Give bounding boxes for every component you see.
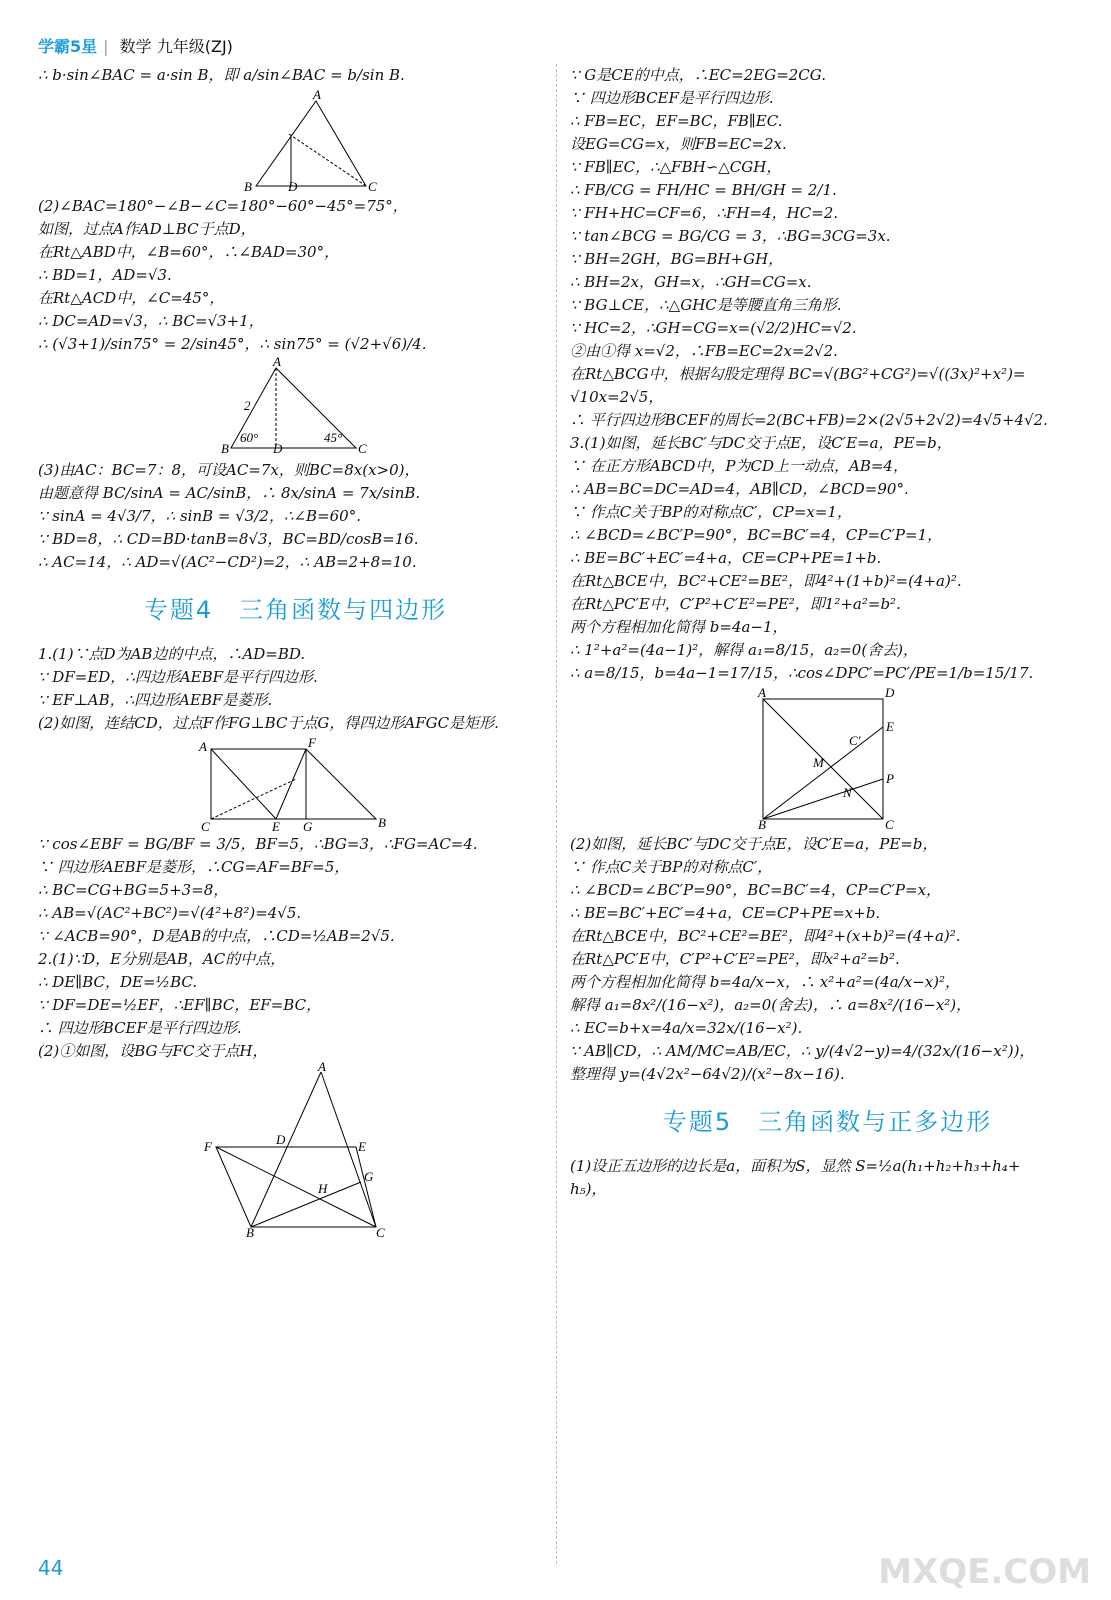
label-A: A xyxy=(312,87,321,102)
text-line: h₅)， xyxy=(570,1180,607,1198)
text-line: ∵ 四边形AEBF是菱形，∴CG=AF=BF=5， xyxy=(38,858,350,876)
text-line: (2)①如图，设BG与FC交于点H， xyxy=(38,1042,268,1060)
text-line: ∵ AB∥CD，∴ AM/MC=AB/EC，∴ y/(4√2−y)=4/(32x/(16−x²))， xyxy=(570,1042,1035,1060)
left-p1 xyxy=(38,643,553,735)
text-line: ∴ a=8/15，b=4a−1=17/15，∴cos∠DPC′=PC′/PE=1/b=15/17. xyxy=(570,664,1034,682)
text-line: 两个方程相加化简得 b=4a/x−x，∴ x²+a²=(4a/x−x)²， xyxy=(570,973,961,991)
text-line: 整理得 y=(4√2x²−64√2)/(x²−8x−16). xyxy=(570,1065,845,1083)
text-line: ∴ BE=BC′+EC′=4+a，CE=CP+PE=1+b. xyxy=(570,549,882,567)
text-line: ∴ BD=1，AD=√3. xyxy=(38,266,172,284)
label-M5: M xyxy=(812,755,824,770)
label-C4: C xyxy=(375,1225,385,1240)
label-P5: P xyxy=(885,771,894,786)
text-line: ∵ 作点C关于BP的对称点C′， xyxy=(570,858,773,876)
figure-square xyxy=(753,685,903,832)
label-B4: B xyxy=(245,1225,254,1240)
label-B3: B xyxy=(377,815,386,830)
text-line: ∴ BH=2x，GH=x，∴GH=CG=x. xyxy=(570,273,812,291)
text-line: ∵ 四边形BCEF是平行四边形. xyxy=(570,89,774,107)
text-line: ∵ BH=2GH，BG=BH+GH， xyxy=(570,250,784,268)
text-line: ∵ G是CE的中点，∴EC=2EG=2CG. xyxy=(570,66,826,84)
text-line: ∴ (√3+1)/sin75° = 2/sin45°，∴ sin75° = (√2+√6)/4. xyxy=(38,335,427,353)
text-line: 解得 a₁=8x²/(16−x²)，a₂=0(舍去)，∴ a=8x²/(16−x²)， xyxy=(570,996,972,1014)
text-line: ∴ BC=CG+BG=5+3=8， xyxy=(38,881,229,899)
label-A2: A xyxy=(272,354,281,369)
text-line: ∵ EF⊥AB，∴四边形AEBF是菱形. xyxy=(38,691,273,709)
label-D: D xyxy=(287,179,297,194)
text-line: ∴ EC=b+x=4a/x=32x/(16−x²). xyxy=(570,1019,803,1037)
text-line: 在Rt△ACD中，∠C=45°， xyxy=(38,289,225,307)
text-line: ∵ 作点C关于BP的对称点C′，CP=x=1， xyxy=(570,503,852,521)
text-line: 在Rt△BCG中，根据勾股定理得 BC=√(BG²+CG²)=√((3x)²+x²)= xyxy=(570,365,1026,383)
text-line: (2)∠BAC=180°−∠B−∠C=180°−60°−45°=75°， xyxy=(38,197,408,215)
label-A4: A xyxy=(317,1059,326,1074)
text-line: (2)如图，延长BC′与DC交于点E，设C′E=a，PE=b， xyxy=(570,835,938,853)
text-line: ∴ AB=BC=DC=AD=4，AB∥CD，∠BCD=90°. xyxy=(570,480,909,498)
right-p1 xyxy=(570,64,1085,685)
label-C2: C xyxy=(357,441,367,456)
watermark: MXQE.COM xyxy=(878,1552,1091,1592)
label-C: C xyxy=(367,179,377,194)
label-two: 2 xyxy=(243,398,250,413)
text-line: ∴ 平行四边形BCEF的周长=2(BC+FB)=2×(2√5+2√2)=4√5+4√2. xyxy=(570,411,1048,429)
left-mid2 xyxy=(38,459,553,574)
text-line: ∵ DF=ED，∴四边形AEBF是平行四边形. xyxy=(38,668,318,686)
text-line: ∵ FB∥EC，∴△FBH∽△CGH， xyxy=(570,158,782,176)
label-F4: F xyxy=(203,1139,212,1154)
text-line: ∴ AC=14，∴ AD=√(AC²−CD²)=2，∴ AB=2+8=10. xyxy=(38,553,417,571)
label-A5: A xyxy=(757,685,766,700)
text-line: ∵ sinA = 4√3/7，∴ sinB = √3/2，∴∠B=60°. xyxy=(38,507,361,525)
label-E5: E xyxy=(885,719,894,734)
label-D5: D xyxy=(884,685,894,700)
label-B2: B xyxy=(220,441,229,456)
text-line: ∵ BD=8，∴ CD=BD·tanB=8√3，BC=BD/cosB=16. xyxy=(38,530,419,548)
text-line: 在Rt△BCE中，BC²+CE²=BE²，即4²+(1+b)²=(4+a)². xyxy=(570,572,962,590)
text-line: (3)由AC：BC=7：8，可设AC=7x，则BC=8x(x>0)， xyxy=(38,461,420,479)
grade-label: 九年级(ZJ) xyxy=(156,37,233,56)
text-line: ∵ cos∠EBF = BG/BF = 3/5，BF=5，∴BG=3，∴FG=AC=4. xyxy=(38,835,478,853)
text-line: ∴ 四边形BCEF是平行四边形. xyxy=(38,1019,242,1037)
text-line: 在Rt△ABD中，∠B=60°，∴∠BAD=30°， xyxy=(38,243,340,261)
brand-logo: 学霸5星 xyxy=(38,37,98,56)
text-line: 由题意得 BC/sinA = AC/sinB，∴ 8x/sinA = 7x/sinB. xyxy=(38,484,421,502)
text-line: ∵ FH+HC=CF=6，∴FH=4，HC=2. xyxy=(570,204,839,222)
column-divider xyxy=(556,64,558,1564)
text-line: ∵ BG⊥CE，∴△GHC是等腰直角三角形. xyxy=(570,296,842,314)
right-p2 xyxy=(570,833,1085,1086)
text-line: (1)设正五边形的边长是a，面积为S，显然 S=½a(h₁+h₂+h₃+h₄+ xyxy=(570,1157,1021,1175)
page-header: 学霸5星 | 数学 九年级(ZJ) xyxy=(38,37,233,56)
text-line: (2)如图，连结CD，过点F作FG⊥BC于点G，得四边形AFGC是矩形. xyxy=(38,714,499,732)
text-line: ∵ tan∠BCG = BG/CG = 3，∴BG=3CG=3x. xyxy=(570,227,891,245)
text-line: 设EG=CG=x，则FB=EC=2x. xyxy=(570,135,787,153)
text-line: ∵ DF=DE=½EF，∴EF∥BC，EF=BC， xyxy=(38,996,322,1014)
text-line: ∵ HC=2，∴GH=CG=x=(√2/2)HC=√2. xyxy=(570,319,857,337)
text-line: 2.(1)∵D，E分别是AB，AC的中点， xyxy=(38,950,286,968)
right-column xyxy=(570,64,1085,1201)
text-line: 1.(1)∵点D为AB边的中点，∴AD=BD. xyxy=(38,645,306,663)
right-p3 xyxy=(570,1155,1085,1201)
label-60: 60° xyxy=(239,430,258,445)
label-B5: B xyxy=(757,817,766,832)
left-column xyxy=(38,64,553,1241)
text-line: ∴ ∠BCD=∠BC′P=90°，BC=BC′=4，CP=C′P=x， xyxy=(570,881,942,899)
label-C3: C xyxy=(200,819,210,834)
label-45: 45° xyxy=(323,430,342,445)
figure-rectangle xyxy=(196,735,396,834)
label-C5: C xyxy=(884,817,894,832)
label-A3: A xyxy=(198,739,207,754)
text-line: ∴ BE=BC′+EC′=4+a，CE=CP+PE=x+b. xyxy=(570,904,881,922)
text-line: 3.(1)如图，延长BC′与DC交于点E，设C′E=a，PE=b， xyxy=(570,434,952,452)
label-F3: F xyxy=(307,735,316,750)
left-top xyxy=(38,64,553,87)
text-line: 在Rt△BCE中，BC²+CE²=BE²，即4²+(x+b)²=(4+a)². xyxy=(570,927,961,945)
subject-label: 数学 xyxy=(119,37,152,56)
text-line: 如图，过点A作AD⊥BC于点D， xyxy=(38,220,256,238)
label-D4: D xyxy=(275,1132,285,1147)
text-line: ∴ AB=√(AC²+BC²)=√(4²+8²)=4√5. xyxy=(38,904,302,922)
text-line: ∴ b·sin∠BAC = a·sin B，即 a/sin∠BAC = b/sin B. xyxy=(38,66,405,84)
left-p2 xyxy=(38,833,553,1063)
figure-triangle-2 xyxy=(216,354,376,456)
text-line: ∵ ∠ACB=90°，D是AB的中点，∴CD=½AB=2√5. xyxy=(38,927,395,945)
text-line: 两个方程相加化简得 b=4a−1， xyxy=(570,618,788,636)
figure-triangle-1 xyxy=(216,87,377,194)
label-H4: H xyxy=(317,1181,327,1196)
label-G4: G xyxy=(363,1169,373,1184)
text-line: √10x=2√5， xyxy=(570,388,664,406)
label-N5: N xyxy=(842,785,852,800)
label-E3: E xyxy=(271,819,280,834)
page-number: 44 xyxy=(38,1556,64,1580)
text-line: 在Rt△PC′E中，C′P²+C′E²=PE²，即x²+a²=b². xyxy=(570,950,900,968)
figure-parallelogram xyxy=(196,1059,396,1240)
text-line: ②由①得 x=√2，∴FB=EC=2x=2√2. xyxy=(570,342,838,360)
text-line: ∴ ∠BCD=∠BC′P=90°，BC=BC′=4，CP=C′P=1， xyxy=(570,526,943,544)
label-Cp5: C′ xyxy=(848,733,861,748)
left-mid1 xyxy=(38,195,553,356)
text-line: ∴ FB=EC，EF=BC，FB∥EC. xyxy=(570,112,783,130)
text-line: ∴ FB/CG = FH/HC = BH/GH = 2/1. xyxy=(570,181,837,199)
text-line: ∴ DC=AD=√3，∴ BC=√3+1， xyxy=(38,312,264,330)
label-D2: D xyxy=(272,441,282,456)
text-line: ∴ 1²+a²=(4a−1)²，解得 a₁=8/15，a₂=0(舍去)， xyxy=(570,641,919,659)
text-line: ∵ 在正方形ABCD中，P为CD上一动点，AB=4， xyxy=(570,457,908,475)
section-4-title: 专题4 三角函数与四边形 xyxy=(143,596,448,624)
label-E4: E xyxy=(357,1139,366,1154)
label-B: B xyxy=(243,179,252,194)
text-line: 在Rt△PC′E中，C′P²+C′E²=PE²，即1²+a²=b². xyxy=(570,595,901,613)
section-5-title: 专题5 三角函数与正多边形 xyxy=(662,1108,993,1136)
text-line: ∴ DE∥BC，DE=½BC. xyxy=(38,973,198,991)
label-G3: G xyxy=(302,819,312,834)
